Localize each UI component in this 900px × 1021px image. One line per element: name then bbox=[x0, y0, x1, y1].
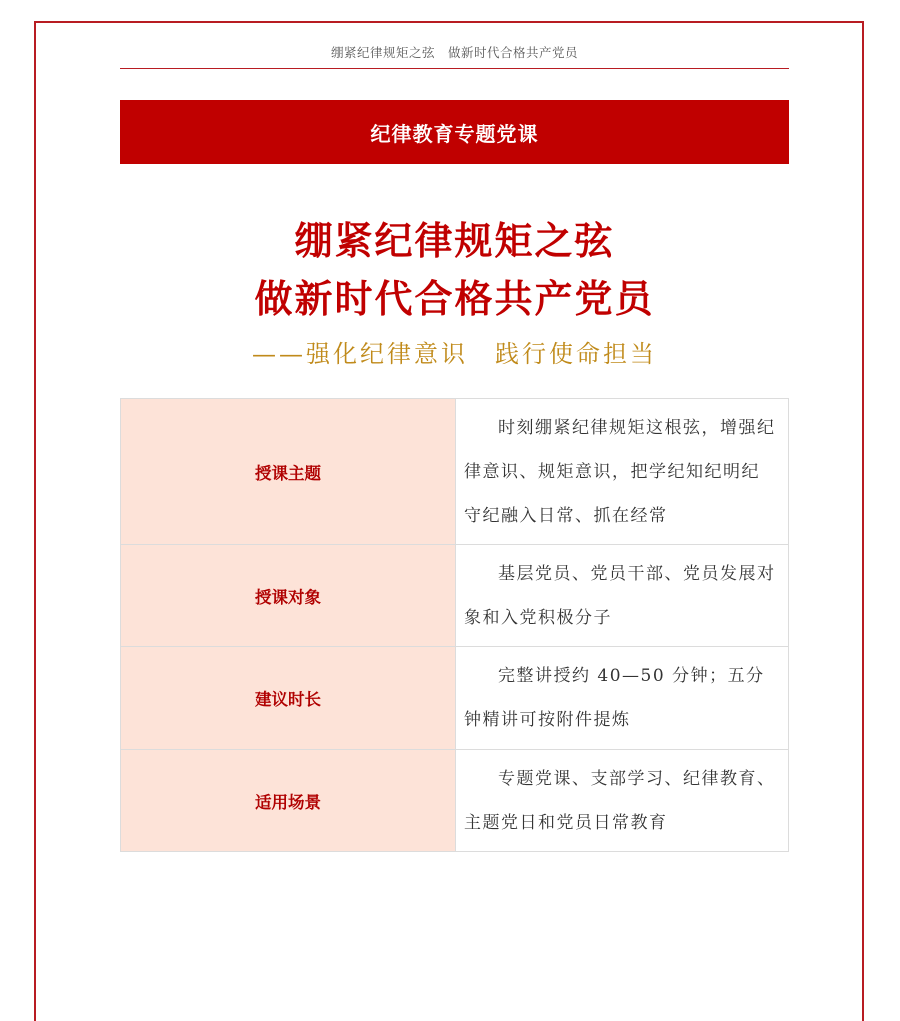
row-label-topic: 授课主题 bbox=[121, 399, 456, 545]
table-row bbox=[121, 545, 789, 647]
row-value-topic: 时刻绷紧纪律规矩这根弦，增强纪律意识、规矩意识，把学纪知纪明纪守纪融入日常、抓在经常 bbox=[456, 399, 789, 545]
title-banner bbox=[120, 100, 789, 164]
main-title-line-2: 做新时代合格共产党员 bbox=[254, 277, 655, 321]
table-row bbox=[121, 399, 789, 545]
main-title-line-1: 绷紧纪律规矩之弦 bbox=[294, 219, 615, 263]
row-value-scenario: 专题党课、支部学习、纪律教育、主题党日和党员日常教育 bbox=[456, 750, 789, 852]
row-value-duration: 完整讲授约 40—50 分钟；五分钟精讲可按附件提炼 bbox=[456, 647, 789, 750]
row-label-duration: 建议时长 bbox=[121, 647, 456, 750]
table-row bbox=[121, 750, 789, 852]
row-value-audience: 基层党员、党员干部、党员发展对象和入党积极分子 bbox=[456, 545, 789, 647]
course-info-table bbox=[120, 398, 789, 852]
row-label-scenario: 适用场景 bbox=[121, 750, 456, 852]
running-header: 绷紧纪律规矩之弦 做新时代合格共产党员 bbox=[330, 45, 578, 60]
header-divider bbox=[120, 68, 789, 69]
subtitle: ——强化纪律意识 践行使命担当 bbox=[252, 340, 657, 368]
table-row bbox=[121, 647, 789, 750]
row-label-audience: 授课对象 bbox=[121, 545, 456, 647]
banner-label: 纪律教育专题党课 bbox=[370, 121, 539, 146]
